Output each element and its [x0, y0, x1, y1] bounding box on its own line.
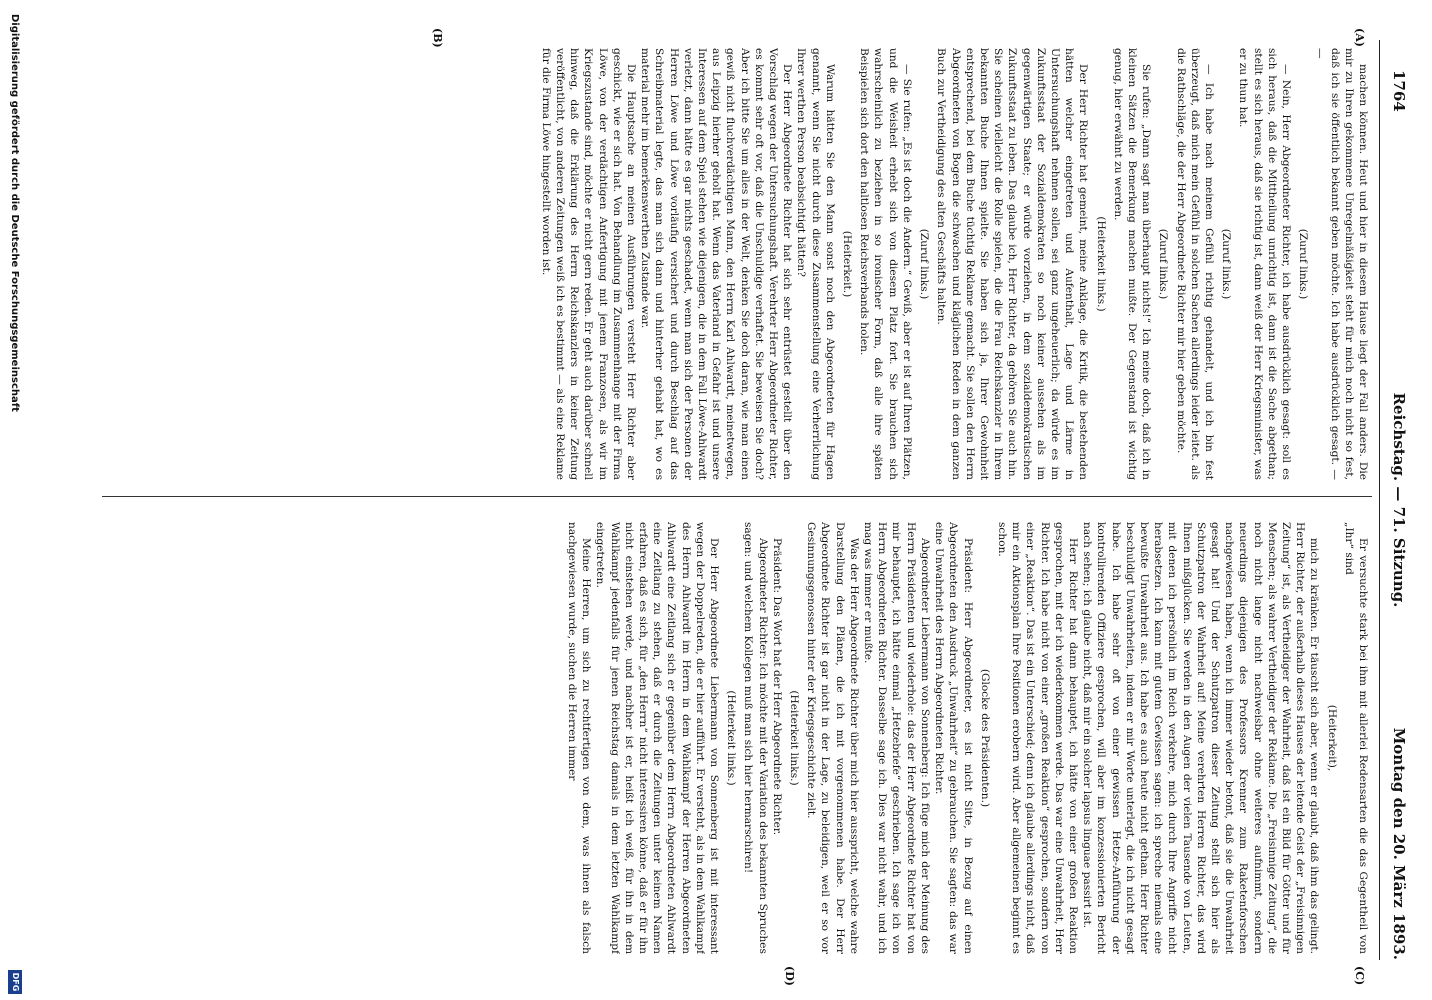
paragraph: Was der Herr Abgeordnete Richter über mich hier ausspricht, welche wahre Darstellung den Plänen, die ich mit vorgenommenen habe. Der Herr Abgeordnete Richter ist gar nicht in der Lage, zu beleidigen, weil er so vor Gesinnungsgenossen hinter der Kriegsgeschichte zielt. — [805, 522, 860, 954]
paragraph: Abgeordneter Liebermann von Sonnenberg: Ich füge mich der Meinung des Herrn Präsidenten und wiederhole: das der Herr Abgeordnete Richter hat von mir behauptet, ich hätte einmal „Hetzebriefe“ geschrieben. Ich sage ich von Herrn Abgeordneten Richter. Dasselbe sage ich. Dies war nicht wahr, und ich mag was immer er mußte. — [862, 522, 931, 954]
digitization-footer — [0, 0, 24, 1000]
paragraph: — Sie rufen: „Es ist doch die Andern.“ Gewiß, aber er ist auf Ihren Plätzen, und die Weisheit erhebt sich von diesem Platz fort. Sie brauchen sich wahrscheinlich zu beziehen in so ironischer Form, daß alle ihre späten Beispielen sich dort den haltlosen Reichsverbands holen. — [858, 48, 913, 480]
paragraph: — Ich habe nach meinem Gefühl richtig gehandelt, und ich bin fest überzeugt, daß mich mein Gefühl in solchen Sachen allerdings leider leitet. als die Rathschläge, die der Herr Abgeordnete Richter mir hier geben möchte. — [1174, 48, 1215, 480]
paragraph: Meine Herren, um sich zu rechtfertigen von dem, was ihnen als falsch nachgewiesen wurde, suchen die Herren immer — [566, 522, 593, 954]
paragraph: Die Hauptsache an meinen Ausführungen versteht Herr Richter aber geschickt, wie er sich hat. Von Behandlung im Zusammenhange mit der Firma Löwe, von der verdächtigen Anfertigung mit jenem Franzosen, als wir im Kriegszustande sind, möchte er nicht gern reden. Er geht auch darüber schnell hinweg, daß die Erklärung des Herrn Reichskanzlers in keiner Zeitung veröffentlicht, von anderen Zeitungen weiß ich es bestimmt — als eine Reklame für die Firma Löwe hingestellt worden ist. — [539, 48, 638, 480]
interjection: (Zuruf links.) — [1297, 228, 1310, 300]
interjection: (Zuruf links.) — [1157, 228, 1170, 300]
paragraph: Warum hätten Sie den Mann sonst noch den Abgeordneten für Hagen genannt, wenn Sie nicht durch diese Zusammenstellung eine Verherrlichung Ihrer werthen Person beabsichtigt hätten? — [795, 48, 836, 480]
margin-marker-a: (A) — [1353, 28, 1366, 47]
digitization-note: Digitalisierung gefördert durch die Deutsche Forschungsgemeinschaft — [9, 14, 20, 412]
session-title: Reichstag. — 71. Sitzung. — [1390, 392, 1408, 608]
paragraph: Der Herr Abgeordnete Richter hat sich sehr entrüstet gestellt über den Vorschlag wegen der Untersuchungshaft. Verehrter Herr Abgeordneter Richter, es kommt sehr oft vor, daß die Unschuldige verhaftet. Sie beweisen Sie doch? Aber ich bitte Sie um alles in der Welt, denken Sie doch daran, wie man einen gewiß nicht fluchverdächtigen Mann, den Herrn Karl Ahlwardt, meinetwegen, aus Leipzig hierher geholt hat. Wenn das Vaterland in Gefahr ist und unsere Interessen auf dem Spiel stehen wie diejenigen, die in dem Fall Löwe-Ahlwardt verletzt, dann hätte es gar nichts geschadet, wenn man sich der Personen der Herren Löwe und Löwe vorläufig versichert und durch Beschlag auf das Schreibmaterial legte, das man sich dann und hinterher gehabt hat, wo es material mehr im bemerkenswerthen Zustande war. — [639, 48, 794, 480]
margin-marker-c: (C) — [1353, 966, 1366, 986]
interjection: (Zuruf links.) — [1220, 228, 1233, 300]
paragraph: Der Herr Richter hat gemeint, meine Anklage, die Kritik, die bestehenden hätten welcher eingetreten und Aufenthalt, Lage und Lärme in Untersuchungshaft nehmen sollen, sei ganz ungeheuerlich; da würde es im Zukunftsstaat der Sozialdemokraten so noch keiner aussehen als im gegenwärtigen Staate; er würde vorziehen, in dem sozialdemokratischen Zukunftsstaat zu leben. Das glaube ich, Herr Richter, da gehören Sie auch hin. Sie scheinen vielleicht die Rolle spielen, die die Frau Reichskanzler in Ihrem bekannten Buche Ihnen spielte. Sie haben sich ja, Ihrer Gewohnheit entsprechend, bei dem Buche tüchtig Reklame gemacht. Sie sollen den Herrn Abgeordneten von Bogen die schwachen und kläglichen Reden in dem ganzen Buch zur Vertheidigung des alten Geschäfts halten. — [935, 48, 1090, 480]
interjection: (Heiterkeit links.) — [788, 690, 801, 786]
dfg-logo: DFG — [8, 970, 22, 994]
paragraph: Präsident: Das Wort hat der Herr Abgeordnete Richter. — [770, 538, 783, 836]
interjection: (Heiterkeit links.) — [1094, 216, 1107, 312]
interjection: (Heiterkeit), — [1325, 704, 1338, 772]
session-date: Montag den 20. März 1893. — [1390, 727, 1408, 960]
page-header — [1379, 40, 1414, 960]
paragraph: Herr Richter hat dann behauptet, ich hätte von einer großen Reaktion gesprochen, mit der ich wiederkommen werde. Das war eine Unwahrheit, Herr Richter. Ich habe nicht von einer „großen Reaktion“ gesprochen, sondern von einer „Reaktion“. Das ist ein Unterschied; denn ich glaube allerdings nicht, daß mir ein Aktionsplan Ihre Positionen erobern wird. Aber allgemeinen beginnt es schon. — [995, 522, 1079, 954]
left-text-column — [90, 48, 1370, 480]
interjection: (Heiterkeit.) — [841, 230, 854, 298]
page-number: 1764 — [1390, 70, 1408, 112]
margin-marker-b: (B) — [431, 28, 444, 48]
interjection: (Glocke des Präsidenten.) — [978, 668, 991, 808]
paragraph: machen können. Heut und hier in diesem Hause liegt der Fall anders. Die mir zu Ihren gekommene Unregelmäßigkeit steht für mich noch nicht so fest, daß ich sie öffentlich bekannt geben möchte. Ich habe ausdrücklich gesagt. — — — [1314, 48, 1369, 480]
column-divider — [102, 496, 1372, 497]
paragraph: Der Herr Abgeordnete Liebermann von Sonnenberg ist mit interessant wegen der Doppelreden, die er hier aufführt. Er versteht, als in dem Wahlkampf des Herrn Ahlwardt im Herrn in dem Wahlkampf der Herren Abgeordneten Ahlwardt eine Zeitlang sich er gegenüber dem Herrn Abgeordneten Ahlwardt eine Zeitlang zu stehen, daß er durch die Zeitungen unter keinem Namen erfahren, daß es sich, für „den Herrn“ nicht interessiren könne, daß er für ihn nicht einstehen werde, und nachher ist er, heißt ich weiß, für ihn in dem Wahlkampf jedenfalls für jenen Reichstag damals in dem letzten Wahlkampf eingetreten. — [594, 522, 721, 954]
paragraph: — Nein, Herr Abgeordneter Richter, ich habe ausdrücklich gesagt: soll es sich heraus, daß die Mittheilung unrichtig ist, dann ist die Sache abgethan; stellt es sich heraus, daß sie richtig ist, dann weiß der Herr Kriegsminister, was er zu thun hat. — [1237, 48, 1292, 480]
paragraph: Sie rufen: „Dann sagt man überhaupt nichts!“ Ich meine doch, daß ich in kleinen Sätzen die Bemerkung machen mußte. Der Gegenstand ist wichtig genug, hier erwähnt zu werden. — [1111, 48, 1153, 480]
margin-marker-d: (D) — [783, 966, 796, 986]
interjection: (Zuruf links.) — [918, 228, 931, 300]
interjection: (Heiterkeit links.) — [725, 690, 738, 786]
paragraph: mich zu kränken. Er täuscht sich aber, wenn er glaubt, daß ihm das gelingt. Herr Richter, der außerhalb dieses Hauses der leitende Geist der „Freisinnigen Zeitung“ ist, als Vertheidiger der Wahrheit, daß ist ein Bild für Götter und für Menschen; als wahrer Vertheidiger der Reklame. Die „Freisinnige Zeitung“, die noch nicht lange nicht nachweisbar ohne weiteres aufnimmt, sondern neuerdings diejenigen des Professors Krenner zum Raketenforschen nachgewiesen haben, wenn ich immer wieder betont, daß sie die Unwahrheit gesagt hat! Und der Schutzpatron dieser Zeitung stellt sich hier als Schutzpatron der Wahrheit auf! Meine verehrten Herren Richter, das wird Ihnen mißglücken. Sie werden in den Augen der vielen Tausende von Leuten, mit denen ich persönlich im Reich verkehre, mich durch Ihre Angriffe nicht herabsetzen. Ich kann mit gutem Gewissen sagen: ich spreche niemals eine bewußte Unwahrheit aus. Ich habe es auch heute nicht gethan. Herr Richter beschuldigt Unwahrheiten, indem er mir Worte unterlegt, die ich nicht gesagt habe. Ich habe sehr oft von einer gewissen Hetze-Anführung der kontrollirenden Offiziere gesprochen, will aber im konzessionierten Bericht nach sehen; ich glaube nicht, daß mir ein solcher lapsus linguae passirt ist. — [1081, 522, 1321, 954]
paragraph: Abgeordneter Richter: Ich möchte mit der Variation des bekannten Spruches sagen: und welchem Kollegen muß man sich hier hermarschiren! — [742, 522, 769, 954]
paragraph: Präsident: Herr Abgeordneter, es ist nicht Sitte, in Bezug auf einen Abgeordneten den Ausdruck „Unwahrheit“ zu gebrauchen. Sie sagten: das war eine Unwahrheit des Herrn Abgeordneten Richter. — [933, 522, 974, 954]
right-text-column — [90, 522, 1370, 954]
paragraph: Er versuchte stark bei ihm mit allerlei Redensarten die das Gegentheil von „Ihr“ sind — [1342, 522, 1369, 954]
